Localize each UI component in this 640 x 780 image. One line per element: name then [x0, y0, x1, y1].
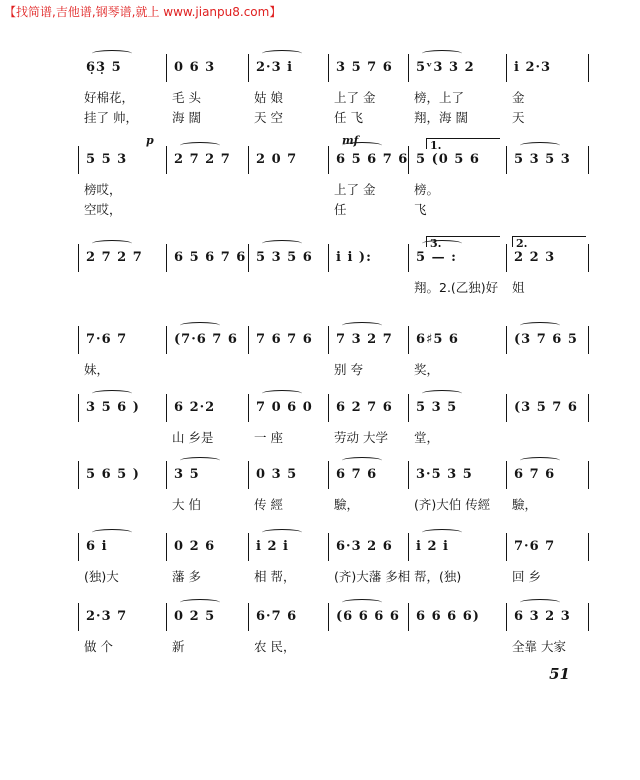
lyric-text: 劳动 大学 — [334, 430, 388, 445]
bar-line — [328, 326, 329, 354]
bar-line — [78, 244, 79, 272]
bar-line — [408, 54, 409, 82]
slur — [422, 50, 462, 57]
slur — [422, 390, 462, 397]
bar-line — [328, 533, 329, 561]
measure: 5 6 5 ) — [86, 467, 140, 482]
notes-row — [80, 330, 590, 354]
bar-line — [506, 461, 507, 489]
lyrics-row — [80, 88, 590, 106]
bar-line — [588, 244, 589, 272]
bar-line — [78, 394, 79, 422]
lyric-text: 回 乡 — [512, 569, 541, 584]
lyric-text: 任 飞 — [334, 110, 363, 125]
bar-line — [408, 326, 409, 354]
notes-row — [80, 398, 590, 422]
measure: 0 3 5 — [256, 467, 298, 482]
lyrics-row — [80, 278, 590, 296]
measure: 3 5 — [174, 467, 200, 482]
notes-row — [80, 134, 590, 174]
lyrics-row — [80, 108, 590, 126]
score-system — [80, 607, 590, 655]
lyric-text: 毛 头 — [172, 90, 201, 105]
volta-bracket: 2. — [512, 236, 586, 247]
lyrics-row — [80, 637, 590, 655]
slur — [92, 390, 132, 397]
measure: (3 5 7 6 — [514, 400, 578, 415]
slur — [262, 240, 302, 247]
slur — [92, 50, 132, 57]
measure: 0 2 5 — [174, 609, 216, 624]
lyric-text: 驗， — [334, 497, 360, 512]
lyric-text: 海 闊 — [172, 110, 201, 125]
lyrics-row — [80, 495, 590, 513]
lyric-text: 大 伯 — [172, 497, 201, 512]
measure: 7 0 6 0 — [256, 400, 313, 415]
measure: 6 7 6 — [514, 467, 556, 482]
volta-bracket: 1. — [426, 138, 500, 149]
bar-line — [408, 244, 409, 272]
score-system — [80, 134, 590, 218]
measure: (6 6 6 6 — [336, 609, 400, 624]
measure: 6 5 6 7 6 — [174, 250, 247, 265]
notes-row — [80, 58, 590, 82]
measure: 7 6 7 6 — [256, 332, 313, 347]
score-system — [80, 465, 590, 513]
measure: (7·6 7 6 — [174, 332, 238, 347]
measure: 5 3 5 3 — [514, 152, 571, 167]
slur — [92, 529, 132, 536]
bar-line — [248, 146, 249, 174]
bar-line — [328, 394, 329, 422]
lyric-text: 全靠 大家 — [512, 639, 566, 654]
lyric-text: (齐)大伯 传經 — [414, 497, 491, 512]
lyric-text: 农 民， — [254, 639, 296, 654]
bar-line — [588, 146, 589, 174]
bar-line — [248, 461, 249, 489]
lyrics-row — [80, 428, 590, 446]
measure: i 2 i — [416, 539, 449, 554]
lyric-text: 帮，(独) — [414, 569, 462, 584]
slur — [262, 390, 302, 397]
bar-line — [166, 533, 167, 561]
measure: 2·3 i — [256, 60, 294, 75]
lyric-text: 妹， — [84, 362, 110, 377]
measure: 6 i — [86, 539, 108, 554]
dynamic-mark: mf — [342, 134, 359, 147]
slur — [422, 529, 462, 536]
lyric-text: 飞 — [414, 202, 427, 217]
page-number: 51 — [549, 665, 570, 683]
measure: 6̣3̣ 5 — [86, 60, 122, 75]
bar-line — [506, 603, 507, 631]
slur — [520, 142, 560, 149]
slur — [342, 457, 382, 464]
score-system — [80, 58, 590, 126]
lyric-text: 藩 多 — [172, 569, 201, 584]
lyric-text: 相 帮， — [254, 569, 296, 584]
bar-line — [506, 244, 507, 272]
lyric-text: 任 — [334, 202, 347, 217]
slur — [92, 240, 132, 247]
measure: 3·5 3 5 — [416, 467, 473, 482]
bar-line — [506, 394, 507, 422]
lyric-text: 别 夸 — [334, 362, 363, 377]
bar-line — [78, 533, 79, 561]
bar-line — [78, 461, 79, 489]
bar-line — [78, 603, 79, 631]
bar-line — [166, 326, 167, 354]
dynamic-mark: p — [146, 134, 154, 147]
lyric-text: 上了 金 — [334, 182, 376, 197]
score-system — [80, 398, 590, 446]
score-system — [80, 537, 590, 585]
score-system — [80, 330, 590, 378]
bar-line — [328, 54, 329, 82]
bar-line — [166, 603, 167, 631]
slur — [342, 599, 382, 606]
lyric-text: 传 經 — [254, 497, 283, 512]
measure: 6 2·2 — [174, 400, 216, 415]
measure: 3 5 7 6 — [336, 60, 393, 75]
lyric-text: 金 — [512, 90, 525, 105]
bar-line — [328, 603, 329, 631]
measure: 6 2 7 6 — [336, 400, 393, 415]
bar-line — [408, 603, 409, 631]
bar-line — [408, 461, 409, 489]
notes-row — [80, 537, 590, 561]
slur — [520, 599, 560, 606]
bar-line — [166, 54, 167, 82]
bar-line — [588, 533, 589, 561]
measure: 5 (0 5 6 — [416, 152, 480, 167]
measure: 5 3 5 — [416, 400, 458, 415]
bar-line — [328, 146, 329, 174]
lyric-text: 一 座 — [254, 430, 283, 445]
measure: 0 2 6 — [174, 539, 216, 554]
measure: i i ): — [336, 250, 372, 265]
lyric-text: 堂， — [414, 430, 440, 445]
bar-line — [248, 394, 249, 422]
bar-line — [408, 394, 409, 422]
measure: 6·7 6 — [256, 609, 298, 624]
slur — [180, 322, 220, 329]
bar-line — [588, 326, 589, 354]
slur — [342, 322, 382, 329]
lyric-text: (独)大 — [84, 569, 119, 584]
bar-line — [588, 461, 589, 489]
measure: 7·6 7 — [514, 539, 556, 554]
measure: 5 3 5 6 — [256, 250, 313, 265]
notes-row — [80, 465, 590, 489]
bar-line — [166, 146, 167, 174]
lyric-text: 天 空 — [254, 110, 283, 125]
lyric-text: 姐 — [512, 280, 525, 295]
bar-line — [328, 244, 329, 272]
bar-line — [78, 146, 79, 174]
measure: 3 5 6 ) — [86, 400, 140, 415]
measure: 2 0 7 — [256, 152, 298, 167]
volta-bracket: 3. — [426, 236, 500, 247]
measure: (3 7 6 5 — [514, 332, 578, 347]
lyrics-row — [80, 298, 590, 316]
measure: 2·3 7 — [86, 609, 128, 624]
bar-line — [248, 326, 249, 354]
bar-line — [248, 533, 249, 561]
measure: 7·6 7 — [86, 332, 128, 347]
notes-row — [80, 607, 590, 631]
slur — [262, 50, 302, 57]
bar-line — [166, 461, 167, 489]
bar-line — [248, 244, 249, 272]
bar-line — [506, 146, 507, 174]
measure: 0 6 3 — [174, 60, 216, 75]
lyric-text: 奖， — [414, 362, 440, 377]
bar-line — [588, 603, 589, 631]
lyrics-row — [80, 200, 590, 218]
lyric-text: 驗， — [512, 497, 538, 512]
lyric-text: 空哎， — [84, 202, 122, 217]
measure: i 2 i — [256, 539, 289, 554]
measure: 5 5 3 — [86, 152, 128, 167]
bar-line — [506, 533, 507, 561]
bar-line — [78, 326, 79, 354]
measure: 6 7 6 — [336, 467, 378, 482]
bar-line — [166, 394, 167, 422]
slur — [180, 599, 220, 606]
slur — [180, 457, 220, 464]
bar-line — [166, 244, 167, 272]
lyric-text: 山 乡是 — [172, 430, 214, 445]
lyric-text: 翔，海 闊 — [414, 110, 468, 125]
measure: 2 7 2 7 — [86, 250, 143, 265]
measure: 6♯5 6 — [416, 332, 459, 347]
bar-line — [506, 326, 507, 354]
measure: i 2·3 — [514, 60, 552, 75]
lyrics-row — [80, 180, 590, 198]
measure: 2 7 2 7 — [174, 152, 231, 167]
lyric-text: 好棉花， — [84, 90, 135, 105]
lyric-text: 姑 娘 — [254, 90, 283, 105]
measure: 6 5 6 7 6 — [336, 152, 409, 167]
lyric-text: (齐)大藩 多相 — [334, 569, 411, 584]
bar-line — [588, 54, 589, 82]
slur — [180, 142, 220, 149]
slur — [520, 457, 560, 464]
site-banner: 【找简谱,吉他谱,钢琴谱,就上 www.jianpu8.com】 — [4, 5, 282, 19]
lyric-text: 天 — [512, 110, 525, 125]
lyric-text: 榜，上了 — [414, 90, 465, 105]
notes-row — [80, 237, 590, 272]
lyric-text: 榜哎， — [84, 182, 122, 197]
lyric-text: 翔。2.(乙独)好 — [414, 280, 499, 295]
score-system — [80, 237, 590, 316]
bar-line — [328, 461, 329, 489]
measure: 6 6 6 6) — [416, 609, 480, 624]
lyrics-row — [80, 567, 590, 585]
lyric-text: 榜。 — [414, 182, 440, 197]
bar-line — [506, 54, 507, 82]
lyrics-row — [80, 360, 590, 378]
measure: 5 — : — [416, 250, 457, 265]
measure: 7 3 2 7 — [336, 332, 393, 347]
measure: 6·3 2 6 — [336, 539, 393, 554]
lyric-text: 新 — [172, 639, 185, 654]
bar-line — [248, 603, 249, 631]
measure: 5ᵛ3 3 2 — [416, 60, 475, 75]
lyric-text: 上了 金 — [334, 90, 376, 105]
lyric-text: 做 个 — [84, 639, 113, 654]
slur — [520, 322, 560, 329]
bar-line — [588, 394, 589, 422]
measure: 2 2 3 — [514, 250, 556, 265]
measure: 6 3 2 3 — [514, 609, 571, 624]
slur — [262, 529, 302, 536]
bar-line — [248, 54, 249, 82]
bar-line — [408, 533, 409, 561]
lyric-text: 挂了 帅， — [84, 110, 138, 125]
